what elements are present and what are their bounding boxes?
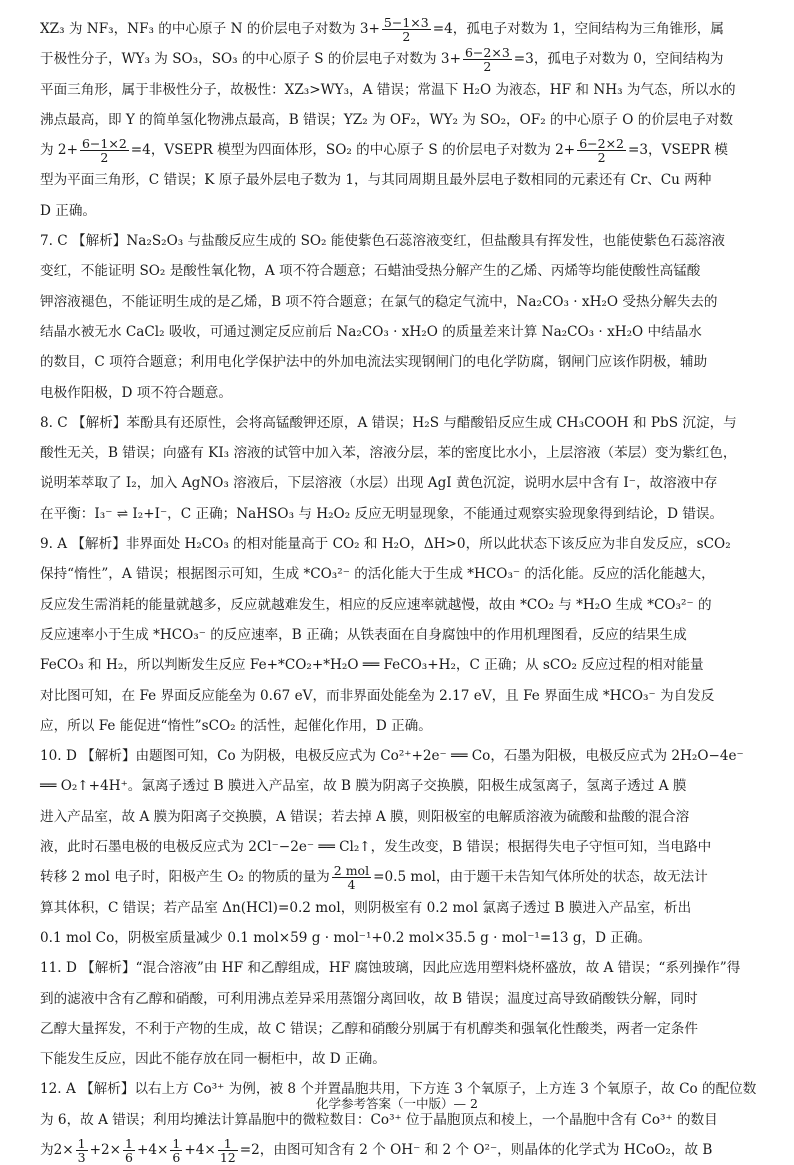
answer-8-line: 8. C 【解析】苯酚具有还原性，会将高锰酸钾还原，A 错误；H₂S 与醋酸铅反应生成 CH₃COOH 和 PbS 沉淀，与 (40, 414, 737, 431)
text-run: XZ₃ 为 NF₃，NF₃ 的中心原子 N 的价层电子对数为 3+ (40, 21, 380, 37)
text-run: =3，VSEPR 模 (628, 142, 728, 159)
fraction-denominator: 2 (402, 29, 411, 44)
fraction (76, 1137, 88, 1164)
fraction-numerator: 5−1×3 (383, 15, 429, 30)
answer-7-line: 电极作阳极，D 项不符合题意。 (40, 384, 232, 401)
text-line (40, 135, 784, 165)
fraction-numerator: 2 mol (333, 863, 370, 879)
fraction-numerator: 1 (172, 1135, 181, 1151)
answer-10-line: 进入产品室，故 A 膜为阳离子交换膜，A 错误；若去掉 A 膜，则阳极室的电解质溶液为硫酸和盐酸的混合溶 (40, 808, 690, 825)
text-run: 为2× (40, 1141, 74, 1158)
fraction-numerator: 1 (125, 1135, 133, 1151)
text-run: +2× (89, 1141, 122, 1158)
fraction-denominator: 4 (347, 877, 356, 893)
answer-9-line: 对比图可知，在 Fe 界面反应能垒为 0.67 eV，而非界面处能垒为 2.17 eV，且 Fe 界面生成 *HCO₃⁻ 为自发反 (40, 687, 715, 704)
answer-8-line: 说明苯萃取了 I₂，加入 AgNO₃ 溶液后，下层溶液（水层）出现 AgI 黄色沉淀，说明水层中含有 I⁻，故溶液中存 (40, 475, 718, 492)
fraction (80, 137, 129, 164)
text-run: =2，由图可知含有 2 个 OH⁻ 和 2 个 O²⁻，则晶体的化学式为 HCoO₂，故 B (239, 1141, 713, 1158)
text-run: 于极性分子，WY₃ 为 SO₃，SO₃ 的中心原子 S 的价层电子对数为 3+ (40, 51, 461, 68)
answer-9-line: 保持“惰性”，A 错误；根据图示可知，生成 *CO₃²⁻ 的活化能大于生成 *HCO₃⁻ 的活化能。反应的活化能越大， (40, 566, 715, 583)
fraction (218, 1137, 238, 1164)
answer-8-line: 在平衡：I₃⁻ ⇌ I₂+I⁻，C 正确；NaHSO₃ 与 H₂O₂ 反应无明显现象，不能通过观察实验现象得到结论，D 错误。 (40, 505, 724, 522)
text-run: 为 2+ (40, 142, 78, 159)
answer-10-line: 10. D 【解析】由题图可知，Co 为阴极，电极反应式为 Co²⁺+2e⁻ ══ Co，石墨为阳极，电极反应式为 2H₂O−4e⁻ (40, 748, 744, 765)
answer-9-line: 反应发生需消耗的能量就越多，反应就越难发生，相应的反应速率就越慢，故由 *CO₂ 与 *H₂O 生成 *CO₃²⁻ 的 (40, 596, 712, 613)
fraction (123, 1137, 135, 1164)
text-line (40, 14, 784, 44)
fraction (332, 864, 371, 891)
fraction-denominator: 2 (483, 59, 492, 75)
fraction-denominator: 12 (219, 1149, 236, 1165)
answer-11-line: 11. D 【解析】“混合溶液”由 HF 和乙醇组成，HF 腐蚀玻璃，因此应选用塑料烧杯盛放，故 A 错误；“系列操作”得 (40, 960, 741, 977)
answer-11-line: 到的滤液中含有乙醇和硝酸，可利用沸点差异采用蒸馏分离回收，故 B 错误；温度过高导致硝酸铁分解，同时 (40, 990, 698, 1007)
fraction (577, 137, 626, 164)
text-run: =0.5 mol，由于题干未告知气体所处的状态，故无法计 (373, 869, 708, 886)
answer-10-line: ══ O₂↑+4H⁺。氯离子透过 B 膜进入产品室，故 B 膜为阴离子交换膜，阳极生成氢离子，氢离子透过 A 膜 (40, 778, 687, 795)
answer-10-line: 液，此时石墨电极的电极反应式为 2Cl⁻−2e⁻ ══ Cl₂↑，发生改变，B 错误；根据得失电子守恒可知，当电路中 (40, 839, 712, 856)
answer-10-line: 0.1 mol Co，阴极室质量减少 0.1 mol×59 g · mol⁻¹+0.2 mol×35.5 g · mol⁻¹=13 g，D 正确。 (40, 929, 652, 946)
text-line: 沸点最高，即 Y 的简单氢化物沸点最高，B 错误；YZ₂ 为 OF₂，WY₂ 为 SO₂，OF₂ 的中心原子 O 的价层电子对数 (40, 111, 733, 128)
answer-12-line: 12. A 【解析】以右上方 Co³⁺ 为例，被 8 个并置晶胞共用，下方连 3 个氧原子，上方连 3 个氧原子，故 Co 的配位数 (40, 1081, 757, 1098)
fraction-numerator: 6−1×2 (81, 136, 127, 152)
answer-10-line: 算其体积，C 错误；若产品室 Δn(HCl)=0.2 mol，则阴极室有 0.2 mol 氯离子透过 B 膜进入产品室，析出 (40, 899, 692, 916)
fraction (463, 46, 512, 73)
answer-7-line: 的数目，C 项符合题意；利用电化学保护法中的外加电流法实现钢闸门的电化学防腐，钢闸门应该作阴极，辅助 (40, 354, 708, 371)
fraction-denominator: 6 (172, 1149, 181, 1165)
answer-12-line (40, 1135, 784, 1165)
fraction-numerator: 6−2×3 (464, 45, 510, 61)
answer-page (40, 14, 784, 1165)
text-run: +4× (184, 1141, 216, 1158)
answer-8-line: 酸性无关，B 错误；向盛有 KI₃ 溶液的试管中加入苯，溶液分层，苯的密度比水小，上层溶液（苯层）变为紫红色， (40, 445, 737, 462)
answer-12-line: 为 6，故 A 错误；利用均摊法计算晶胞中的微粒数目：Co³⁺ 位于晶胞顶点和棱上，一个晶胞中含有 Co³⁺ 的数目 (40, 1111, 718, 1128)
fraction-numerator: 6−2×2 (579, 136, 624, 152)
fraction-denominator: 3 (77, 1149, 86, 1165)
fraction-numerator: 1 (77, 1135, 86, 1151)
fraction-numerator: 1 (218, 1137, 238, 1151)
text-run: =4，孤电子对数为 1，空间结构为三角锥形，属 (432, 21, 724, 37)
text-run: 转移 2 mol 电子时，阳极产生 O₂ 的物质的量为 (40, 869, 330, 886)
fraction-denominator: 6 (125, 1149, 133, 1165)
answer-9-line: 应，所以 Fe 能促进“惰性”sCO₂ 的活性，起催化作用，D 正确。 (40, 717, 432, 734)
answer-7-line: 结晶水被无水 CaCl₂ 吸收，可通过测定反应前后 Na₂CO₃ · xH₂O 的质量差来计算 Na₂CO₃ · xH₂O 中结晶水 (40, 323, 702, 340)
text-line (40, 44, 784, 74)
answer-11-line: 下能发生反应，因此不能存放在同一橱柜中，故 D 正确。 (40, 1051, 386, 1068)
answer-7-line: 变红，不能证明 SO₂ 是酸性氧化物，A 项不符合题意；石蜡油受热分解产生的乙烯、丙烯等均能使酸性高锰酸 (40, 263, 701, 280)
text-line: D 正确。 (40, 202, 97, 219)
fraction (170, 1137, 182, 1164)
answer-10-line (40, 862, 784, 892)
fraction (382, 16, 431, 43)
page-footer: 化学参考答案（一中版）— 2 (316, 1096, 478, 1111)
answer-9-line: FeCO₃ 和 H₂，所以判断发生反应 Fe+*CO₂+*H₂O ══ FeCO₃+H₂，C 正确；从 sCO₂ 反应过程的相对能量 (40, 657, 704, 674)
answer-9-line: 9. A 【解析】非界面处 H₂CO₃ 的相对能量高于 CO₂ 和 H₂O，ΔH>0，所以此状态下该反应为非自发反应，sCO₂ (40, 536, 731, 553)
text-run: =4，VSEPR 模型为四面体形，SO₂ 的中心原子 S 的价层电子对数为 2+ (130, 142, 576, 159)
answer-9-line: 反应速率小于生成 *HCO₃⁻ 的反应速率，B 正确；从铁表面在自身腐蚀中的作用机理图看，反应的结果生成 (40, 626, 687, 643)
text-line: 型为平面三角形，C 错误；K 原子最外层电子数为 1，与其同周期且最外层电子数相同的元素还有 Cr、Cu 两种 (40, 172, 712, 189)
text-line: 平面三角形，属于非极性分子，故极性：XZ₃>WY₃，A 错误；常温下 H₂O 为液态，HF 和 NH₃ 为气态，所以水的 (40, 81, 736, 98)
answer-7-line: 7. C 【解析】Na₂S₂O₃ 与盐酸反应生成的 SO₂ 能使紫色石蕊溶液变红，但盐酸具有挥发性，也能使紫色石蕊溶液 (40, 233, 726, 250)
answer-11-line: 乙醇大量挥发，不利于产物的生成，故 C 错误；乙醇和硝酸分别属于有机醇类和强氧化性酸类，两者一定条件 (40, 1020, 698, 1037)
answer-7-line: 钾溶液褪色，不能证明生成的是乙烯，B 项不符合题意；在氯气的稳定气流中，Na₂CO₃ · xH₂O 受热分解失去的 (40, 293, 718, 310)
text-run: =3，孤电子对数为 0，空间结构为 (513, 51, 724, 68)
fraction-denominator: 2 (597, 150, 606, 166)
text-run: +4× (136, 1141, 169, 1158)
fraction-denominator: 2 (100, 150, 109, 166)
